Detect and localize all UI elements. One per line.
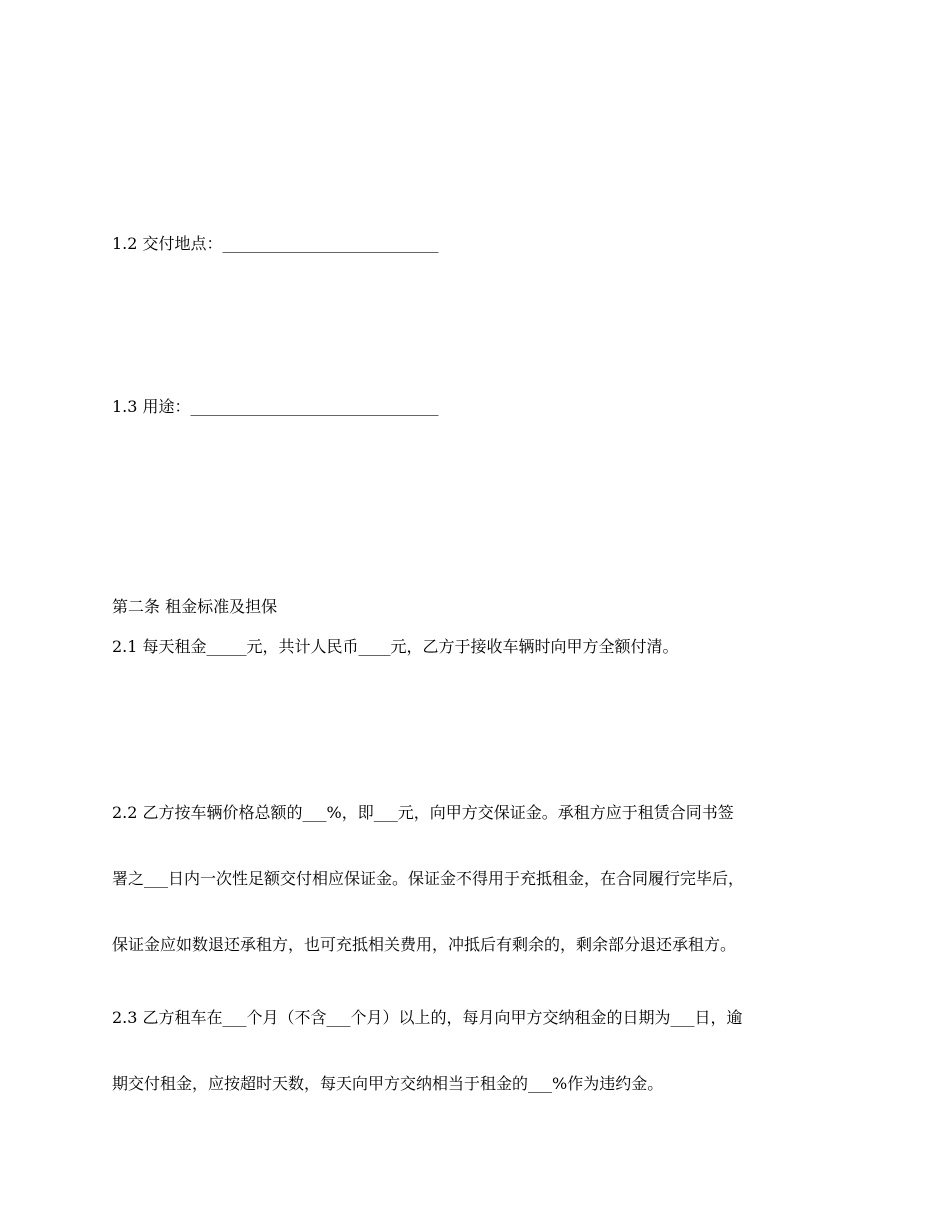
late-payment-clause-line-2: 期交付租金，应按超时天数，每天向甲方交纳相当于租金的___%作为违约金。 [112, 1074, 664, 1093]
deposit-clause-line-3: 保证金应如数退还承租方，也可充抵相关费用，冲抵后有剩余的，剩余部分退还承租方。 [112, 935, 737, 954]
deposit-clause-line-1: 2.2 乙方按车辆价格总额的___%，即___元，向甲方交保证金。承租方应于租赁合同书签 [112, 803, 734, 822]
daily-rent-clause: 2.1 每天租金_____元，共计人民币____元，乙方于接收车辆时向甲方全额付清。 [112, 637, 679, 656]
deposit-clause-line-2: 署之___日内一次性足额交付相应保证金。保证金不得用于充抵租金，在合同履行完毕后， [112, 869, 745, 888]
article-2-heading: 第二条 租金标准及担保 [112, 597, 278, 616]
late-payment-clause-line-1: 2.3 乙方租车在___个月（不含___个月）以上的，每月向甲方交纳租金的日期为___日，逾 [112, 1008, 743, 1027]
purpose-line: 1.3 用途：_______________________________ [112, 397, 439, 416]
late-payment-clause [112, 963, 838, 1139]
delivery-location-line: 1.2 交付地点：___________________________ [112, 234, 439, 253]
